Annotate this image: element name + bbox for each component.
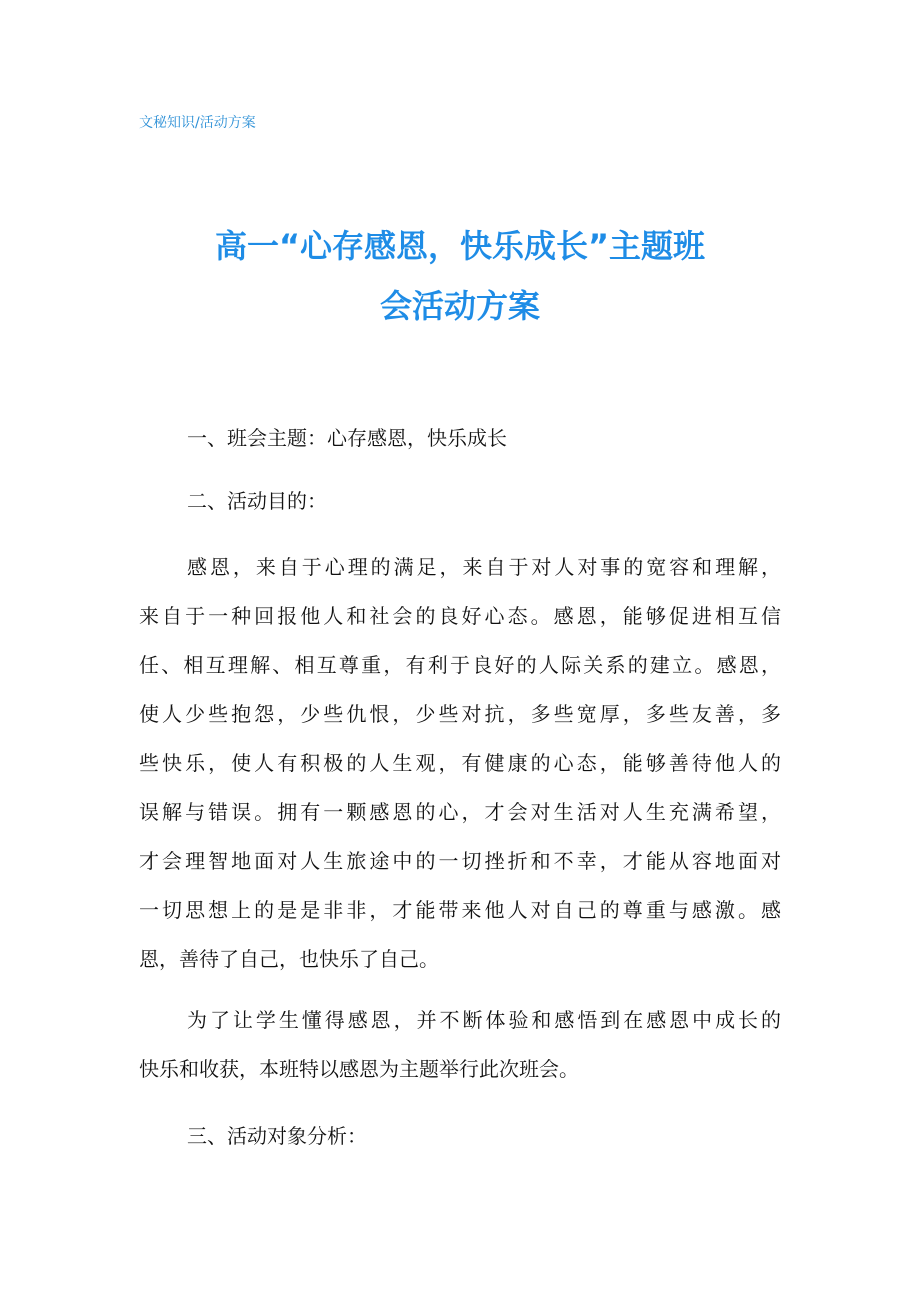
title-line-1: 高一“心存感恩，快乐成长”主题班 <box>214 227 706 265</box>
paragraph-line: 来自于一种回报他人和社会的良好心态。感恩，能够促进相互信 <box>139 604 781 628</box>
title-line-2: 会活动方案 <box>379 287 540 325</box>
paragraph-line: 快乐和收获，本班特以感恩为主题举行此次班会。 <box>139 1057 579 1081</box>
paragraph-line: 恩，善待了自己，也快乐了自己。 <box>139 947 439 971</box>
document-category: 文秘知识/活动方案 <box>139 115 256 131</box>
paragraph-line: 一切思想上的是是非非，才能带来他人对自己的尊重与感激。感 <box>139 898 781 922</box>
section-heading-theme: 一、班会主题：心存感恩，快乐成长 <box>187 426 507 450</box>
paragraph-line: 为了让学生懂得感恩，并不断体验和感悟到在感恩中成长的 <box>187 1008 781 1032</box>
section-heading-purpose: 二、活动目的： <box>187 489 327 513</box>
paragraph-reason <box>139 996 781 1094</box>
document-title <box>139 216 781 336</box>
paragraph-line: 使人少些抱怨，少些仇恨，少些对抗，多些宽厚，多些友善，多 <box>139 702 781 726</box>
section-heading-audience: 三、活动对象分析： <box>187 1124 367 1148</box>
paragraph-line: 些快乐，使人有积极的人生观，有健康的心态，能够善待他人的 <box>139 751 781 775</box>
paragraph-line: 任、相互理解、相互尊重，有利于良好的人际关系的建立。感恩， <box>139 653 781 677</box>
paragraph-line: 感恩，来自于心理的满足，来自于对人对事的宽容和理解， <box>187 555 781 579</box>
paragraph-purpose <box>139 543 781 984</box>
paragraph-line: 才会理智地面对人生旅途中的一切挫折和不幸，才能从容地面对 <box>139 849 781 873</box>
paragraph-line: 误解与错误。拥有一颗感恩的心，才会对生活对人生充满希望， <box>139 800 781 824</box>
